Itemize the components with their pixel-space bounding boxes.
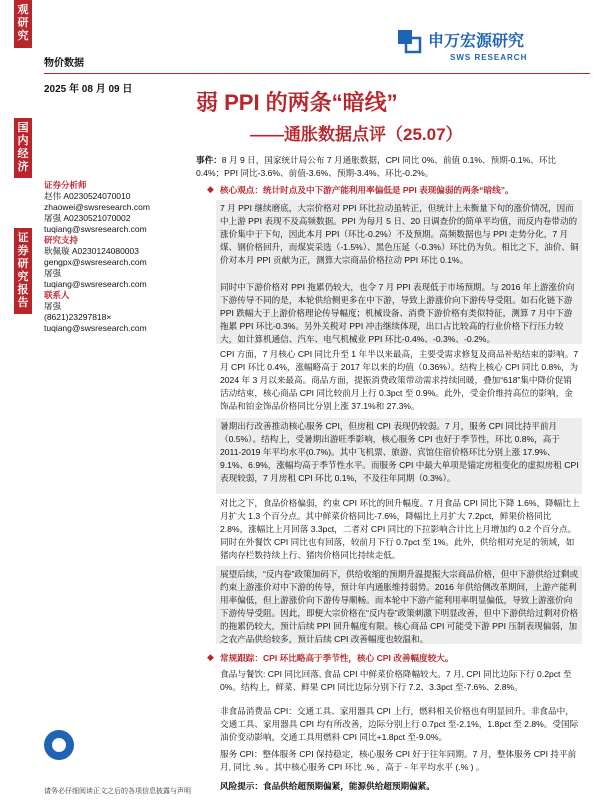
event-summary: [196, 154, 580, 180]
box-para-ppi-1: 7 月 PPI 继续磨底，大宗价格对 PPI 环比拉动虽转正，但统计上未衡量下旬的涨价情况，因而中上游 PPI 表现不及高频数据。PPI 为每月 5 日、20 日调查价的简单平均值，而反内卷带动的涨价集中于下旬，因此本月 PPI（环比-0.2%）不及预期。高频数据也与 PPI 走势分化，7 月煤、钢价格回升，而煤炭采选（-1.5%）、黑色压延（-0.3%）环比仍为负。相比之下，油价、铜价对本月 PPI 贡献为正，测算大宗商品价格拉动 PPI 环比 0.1%。: [220, 203, 579, 265]
core-bullet-icon: ◆: [207, 184, 214, 194]
contact-email: tuqiang@swsresearch.com: [44, 323, 147, 333]
para-cpi: CPI 方面，7 月核心 CPI 同比升至 1 年半以来最高，主要受需求修复及商品补贴结束的影响。7 月 CPI 环比 0.4%，涨幅略高于 2017 年以来的均值（0.36%）。结构上核心 CPI 同比 0.8%，为 2024 年 3 月以来最高。商品方面，提振消费政策带动需求持续回暖，叠加“618”集中降价促销活动结束，核心商品 CPI 同比较前月上行 0.3pct 至 0.9%。此外，受金价维持高位的影响，金饰品和铂金饰品价格同比分别上涨 37.1%和 27.3%。: [220, 349, 579, 411]
left-sidebar: [0, 0, 34, 800]
report-title: 弱 PPI 的两条“暗线”: [196, 90, 398, 115]
support-email: tuqiang@swsresearch.com: [44, 279, 147, 289]
analyst-email: tuqiang@swsresearch.com: [44, 224, 147, 234]
box-para-outlook: 展望后续，“反内卷”政策加码下，供给收缩的预期升温提振大宗商品价格，但中下游供给过剩或约束上游涨价对中下游的传导，预计年内通胀维持弱势。2016 年供给侧改革期间，上游产能利用率偏低，但上游涨价向下游传导顺畅。而本轮中下游产能利用率明显偏低，导致上游涨价向下游传导受阻。因此，即便大宗价格在“反内卷”政策刺激下明显改善，但中下游供给过剩对价格的拖累仍较大，预计后续 PPI 回升幅度有限。核心商品 CPI 可能受下游 PPI 压制表现偏弱，加之农产品供给较多，预计后续 CPI 改善幅度也较温和。: [220, 569, 579, 644]
analyst-email: zhaowei@swsresearch.com: [44, 202, 150, 212]
report-category: 物价数据: [44, 58, 84, 69]
contact-phone: (8621)23297818×: [44, 312, 112, 322]
sidebar-tag-domestic-economy: 国 内 经 济: [14, 118, 32, 178]
logo-cn-text: 申万宏源研究: [428, 33, 525, 50]
report-subtitle: ——通胀数据点评（25.07）: [250, 125, 463, 144]
analyst-line: 赵伟 A0230524070010: [44, 191, 131, 201]
core-view-heading: 核心观点：统计时点及中下游产能利用率偏低是 PPI 表现偏弱的两条“暗线”。: [220, 185, 514, 195]
box-para-services: 暑期出行改善推动核心服务 CPI，但房租 CPI 表现仍较弱。7 月，服务 CPI 同比持平前月（0.5%）。结构上，受暑期出游旺季影响，核心服务 CPI 也好于季节性，环比 0.8%，高于 2011-2019 年平均水平(0.7%)。其中飞机票、旅游、宾馆住宿价格环比分别上涨 17.9%、9.1%、6.9%，涨幅均高于季节性水平。而服务 CPI 中最大单项是锚定房租变化的虚拟房租 CPI 表现较弱，7 月房租 CPI 环比 0.1%，不及往年同期（0.3%）。: [220, 421, 579, 483]
tracking-bullet-icon: ◆: [207, 652, 214, 662]
tracking-heading: 常规跟踪：CPI 环比略高于季节性，核心 CPI 改善幅度较大。: [220, 653, 454, 663]
support-email: gengpx@swsresearch.com: [44, 257, 147, 267]
sidebar-tag-report-type: 证 券 研 究 报 告: [14, 228, 32, 314]
header-rule: [44, 73, 590, 74]
support-heading: 研究支持: [44, 235, 79, 245]
event-text: 8 月 9 日，国家统计局公布 7 月通胀数据，CPI 同比 0%、前值 0.1%、预期-0.1%、环比 0.4%；PPI 同比-3.6%、前值-3.6%、预期-3.4%、环比-0.2%。: [196, 155, 557, 178]
para-services-cpi: 服务 CPI：整体服务 CPI 保持稳定，核心服务 CPI 好于往年同期。7 月，整体服务 CPI 持平前月, 同比 .% 。其中核心服务 CPI 环比 .% ，高于 - 年平均水平 (.% ) 。: [220, 749, 577, 772]
report-date: 2025 年 08 月 09 日: [44, 84, 133, 95]
event-label: 事件：: [196, 155, 222, 165]
para-risk: 风险提示：食品供给超预期偏紧，能源供给超预期偏紧。: [220, 781, 435, 791]
contact-line: 屠强: [44, 301, 62, 311]
footer-disclaimer: 请务必仔细阅读正文之后的各项信息披露与声明: [44, 788, 191, 795]
seal-icon: [44, 730, 74, 760]
analyst-heading: 证券分析师: [44, 180, 87, 190]
analyst-block: [44, 180, 194, 334]
para-non-food: 非食品消费品 CPI：交通工具、家用器具 CPI 上行，燃料相关价格也有明显回升。非食品中，交通工具、家用器具 CPI 均有所改善，边际分别上行 0.7pct 至-2.1%，1.8pct 至 2.8%。受国际油价变动影响，交通工具用燃料 CPI 同比+1.8pct 至-9.0%。: [220, 706, 579, 742]
box-para-ppi-2: 同时中下游价格对 PPI 拖累仍较大，也令 7 月 PPI 表现低于市场预期。与 2016 年上游涨价向下游传导不同的是，本轮供给侧更多在中下游，导致上游涨价向下游传导受阻。如石化链下游 PPI 跌幅大于上游价格理论传导幅度；机械设备、消费下游价格有类似特征，测算 7 月中下游拖累 PPI 环比-0.3%。另外关税对 PPI 冲击继续体现，出口占比较高的行业价格下行压力较大，如计算机通信、汽车、电气机械业 PPI 环比-0.4%、-0.3%、-0.2%。: [220, 282, 575, 344]
analyst-line: 屠强 A0230521070002: [44, 213, 131, 223]
contact-heading: 联系人: [44, 290, 70, 300]
support-line: 耿佩璇 A0230124080003: [44, 246, 139, 256]
para-food: 对比之下，食品价格偏弱，约束 CPI 环比的回升幅度。7 月食品 CPI 同比下降 1.6%，降幅比上月扩大 1.3 个百分点。其中鲜菜价格同比-7.6%，降幅比上月扩大 7.2pct，鲜果价格同比 2.8%，涨幅比上月回落 3.3pct，二者对 CPI 同比的下拉影响合计比上月增加约 0.2 个百分点。同时在外餐饮 CPI 同比也有回落，较前月下行 0.7pct 至 1%。此外，供给相对充足的领域，如猪肉存栏数持续上行、猪肉价格同比持续走低。: [220, 498, 580, 560]
para-food-catering: 食品与餐饮: CPI 同比回落, 食品 CPI 中鲜菜价格降幅较大。7 月, CPI 同比边际下行 0.2pct 至 0%。结构上，鲜菜、鲜果 CPI 同比边际分别下行 7.2、3.3pct 至-7.6%、2.8%。: [220, 669, 572, 692]
sidebar-tag-research: 观 研 究: [14, 0, 32, 48]
logo-en-text: SWS RESEARCH: [450, 53, 528, 62]
sws-logo: [398, 26, 588, 70]
support-line: 屠强: [44, 268, 62, 278]
